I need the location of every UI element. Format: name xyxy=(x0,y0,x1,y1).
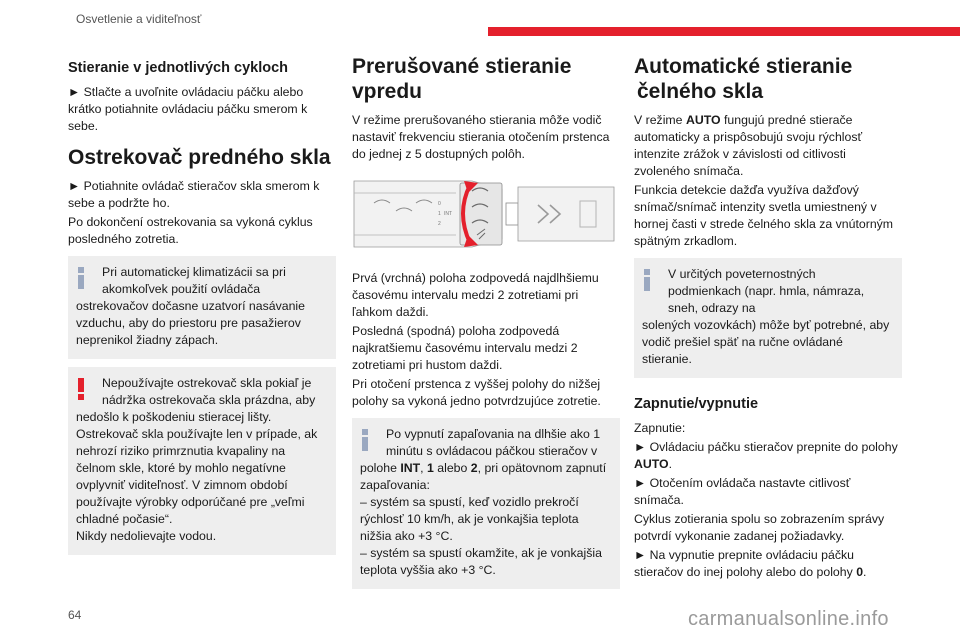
warning-box-washer xyxy=(68,367,336,555)
info-climate-first: Pri automatickej klimatizácii sa pri akomkoľvek použití ovládača xyxy=(102,265,286,296)
wiper-stalk-illustration xyxy=(352,175,620,253)
text-intermittent-intro: V režime prerušovaného stierania môže vodič nastaviť frekvenciu stierania otočením prstenca do jednej z 5 dostupných polôh. xyxy=(352,113,610,161)
text-rain-sensor: Funkcia detekcie dažďa využíva dažďový snímač/snímač intenzity svetla umiestnený v hornej časti v strede čelného skla za vnútorným spätným zrkadlom. xyxy=(634,183,894,248)
heading-automatic-line1: Automatické stieranie xyxy=(634,55,853,78)
warning-icon xyxy=(78,378,84,400)
heading-intermittent-line2: vpredu xyxy=(352,80,423,103)
info-ignition-first: Po vypnutí zapaľovania na dlhšie ako 1 minútu s ovládacou páčkou stieračov v xyxy=(386,427,601,458)
warning-rest-3: Nikdy nedolievajte vodou. xyxy=(76,529,217,543)
text-on-confirm: Cyklus zotierania spolu so zobrazením správy potvrdí vykonanie zadanej požiadavky. xyxy=(634,512,885,543)
figure-int-label: INT xyxy=(444,211,453,217)
info-icon xyxy=(362,429,368,451)
info-box-ignition xyxy=(352,418,620,589)
svg-text:2: 2 xyxy=(438,221,441,227)
svg-text:1: 1 xyxy=(438,211,441,217)
warning-rest-2: Ostrekovač skla používajte len v prípade, ak nehrozí riziko primrznutia kvapaliny na čelnom skle, ktoré by mohlo negatívne ovplyvniť viditeľnosť. V zimnom období používajte výrobky odporúčané pre „veľmi chladné počasie“. xyxy=(76,427,318,526)
text-on-label: Zapnutie: xyxy=(634,421,686,435)
column-left xyxy=(68,52,336,563)
heading-intermittent xyxy=(352,54,620,104)
heading-intermittent-line1: Prerušované stieranie xyxy=(352,55,572,78)
text-last-position: Posledná (spodná) poloha zodpovedá najkratšiemu časovému intervalu medzi 2 zotretiami pri hustom daždi. xyxy=(352,324,578,372)
page-number: 64 xyxy=(68,608,82,622)
info-ignition-positions: polohe INT, 1 alebo 2, pri opätovnom zapnutí zapaľovania: xyxy=(360,461,607,492)
heading-automatic-line2: čelného skla xyxy=(637,80,764,103)
info-climate-rest: ostrekovačov dočasne uzatvorí nasávanie vzduchu, aby do priestoru pre pasažierov neprenikol žiadny zápach. xyxy=(76,299,305,347)
watermark: carmanualsonline.info xyxy=(688,608,889,630)
text-on-step-2: ► Otočením ovládača nastavte citlivosť snímača. xyxy=(634,476,851,507)
info-ignition-bullet-2: – systém sa spustí okamžite, ak je vonkajšia teplota vyššia ako +3 °C. xyxy=(360,546,602,577)
text-washer-2: Po dokončení ostrekovania sa vykoná cyklus posledného zotretia. xyxy=(68,215,313,246)
text-auto-mode: V režime AUTO fungujú predné stierače automaticky a prispôsobujú svoju rýchlosť intenzite zrážok v závislosti od citlivosti zvoleného snímača. xyxy=(634,113,863,178)
text-on-step-1: ► Ovládaciu páčku stieračov prepnite do polohy AUTO. xyxy=(634,440,898,471)
info-icon xyxy=(78,267,84,289)
info-weather-first: V určitých poveternostných podmienkach (napr. hmla, námraza, sneh, odrazy na xyxy=(668,267,865,315)
running-header: Osvetlenie a viditeľnosť xyxy=(76,12,202,26)
text-cycles: ► Stlačte a uvoľnite ovládaciu páčku alebo krátko potiahnite ovládaciu páčku smerom k sebe. xyxy=(68,85,308,133)
heading-on-off: Zapnutie/vypnutie xyxy=(634,396,759,412)
heading-automatic xyxy=(634,54,902,104)
header-accent-bar xyxy=(488,27,960,36)
text-confirm-wipe: Pri otočení prstenca z vyššej polohy do nižšej polohy sa vykoná jedno potvrdzujúce zotretie. xyxy=(352,377,601,408)
info-box-climate xyxy=(68,256,336,359)
info-weather-rest: solených vozovkách) môže byť potrebné, aby vodič prešiel späť na ručne ovládané stieranie. xyxy=(642,318,890,366)
column-middle xyxy=(352,52,620,597)
info-ignition-bullet-1: – systém sa spustí, keď vozidlo prekročí rýchlosť 10 km/h, ak je vonkajšia teplota nižšia ako +3 °C. xyxy=(360,495,579,543)
column-right xyxy=(634,52,902,583)
svg-text:0: 0 xyxy=(438,201,441,207)
heading-washer: Ostrekovač predného skla xyxy=(68,146,331,169)
info-icon xyxy=(644,269,650,291)
heading-cycles: Stieranie v jednotlivých cykloch xyxy=(68,60,288,76)
text-washer-1: ► Potiahnite ovládač stieračov skla smerom k sebe a podržte ho. xyxy=(68,179,320,210)
text-off-step: ► Na vypnutie prepnite ovládaciu páčku stieračov do inej polohy alebo do polohy 0. xyxy=(634,548,867,579)
warning-first: Nepoužívajte ostrekovač skla pokiaľ je nádržka ostrekovača skla prázdna, aby xyxy=(102,376,316,407)
info-box-weather xyxy=(634,258,902,378)
warning-rest-1: nedošlo k poškodeniu stieracej lišty. xyxy=(76,410,272,424)
text-first-position: Prvá (vrchná) poloha zodpovedá najdlhšiemu časovému intervalu medzi 2 zotretiami pri ľahkom daždi. xyxy=(352,271,599,319)
